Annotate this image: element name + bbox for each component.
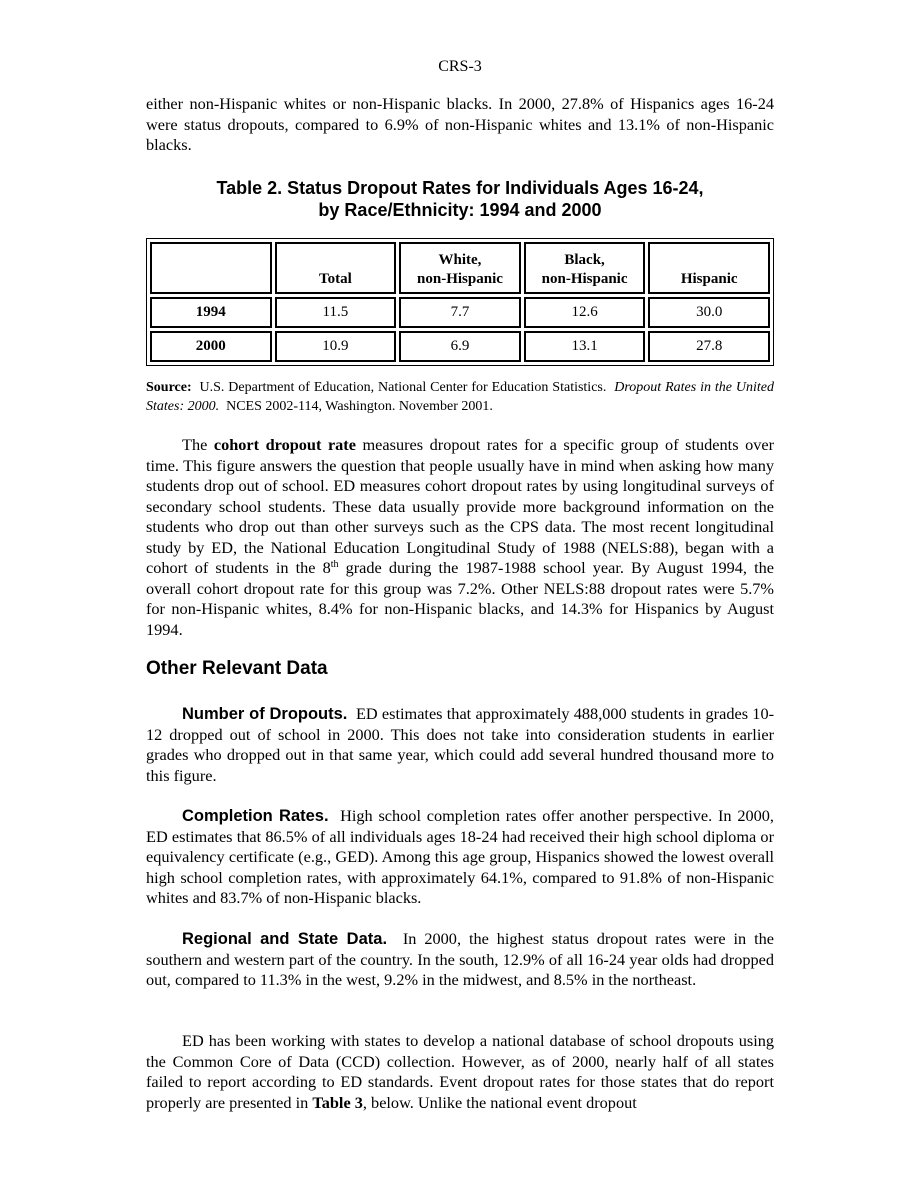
regional-paragraph-block (146, 929, 774, 991)
completion-label: Completion Rates. (182, 807, 329, 825)
table-3-reference: Table 3 (312, 1092, 363, 1112)
ordinal-suffix: th (330, 559, 339, 570)
ccd-paragraph: ED has been working with states to develop a national database of school dropouts using the Common Core of Data (CCD) collection. However, as of 2000, nearly half of all states failed to report according to ED standards. Event dropout rates for those states that do report properly are presented in Table 3, below. Unlike the national event dropout (146, 1031, 774, 1112)
dropouts-label: Number of Dropouts. (182, 705, 348, 723)
source-title: Dropout Rates in the United States: 2000. (146, 380, 775, 414)
white-cell: 6.9 (399, 331, 521, 362)
table-header-row (150, 242, 770, 294)
table-source-note (146, 378, 774, 416)
source-label: Source: (146, 380, 192, 395)
section-heading: Other Relevant Data (146, 658, 328, 679)
white-cell: 7.7 (399, 297, 521, 328)
completion-paragraph-block (146, 806, 774, 909)
table-title-line-2: by Race/Ethnicity: 1994 and 2000 (318, 200, 602, 220)
black-cell: 12.6 (524, 297, 646, 328)
row-year-cell: 1994 (150, 297, 272, 328)
hispanic-cell: 27.8 (648, 331, 770, 362)
cohort-paragraph: The cohort dropout rate measures dropout rates for a specific group of students over time. This figure answers the question that people usually have in mind when asking how many students drop out of school. ED measures cohort dropout rates by using longitudinal surveys of secondary school students. These data usually provide more background information on the students who drop out than other surveys such as the CPS data. The most recent longitudinal study by ED, the National Education Longitudinal Study of 1988 (NELS:88), began with a cohort of students in the 8th grade during the 1987-1988 school year. By August 1994, the overall cohort dropout rate for this group was 7.2%. Other NELS:88 dropout rates were 5.7% for non-Hispanic whites, 8.4% for non-Hispanic blacks, and 14.3% for Hispanics by August 1994. (146, 435, 774, 639)
table-title-line-1: Table 2. Status Dropout Rates for Individuals Ages 16-24, (216, 178, 704, 198)
completion-paragraph: Completion Rates. High school completion rates offer another perspective. In 2000, ED estimates that 86.5% of all individuals ages 18-24 had received their high school diploma or equivalency certificate (e.g., GED). Among this age group, Hispanics showed the lowest overall high school completion rates, with approximately 64.1%, compared to 91.8% of non-Hispanic whites and 83.7% of non-Hispanic blacks. (146, 806, 774, 907)
source-text-1: U.S. Department of Education, National Center for Education Statistics. (199, 380, 607, 395)
table-row (150, 297, 770, 328)
source-text-2: NCES 2002-114, Washington. November 2001. (226, 399, 493, 414)
header-cell-blank (150, 242, 272, 294)
hispanic-cell: 30.0 (648, 297, 770, 328)
cohort-term: cohort dropout rate (213, 435, 356, 454)
table-row (150, 331, 770, 362)
ccd-paragraph-block (146, 1031, 774, 1113)
total-cell: 10.9 (275, 331, 397, 362)
table-title (146, 177, 774, 221)
intro-paragraph-block (146, 94, 774, 156)
header-cell-white: White, non-Hispanic (399, 242, 521, 294)
regional-label: Regional and State Data. (182, 930, 388, 948)
intro-paragraph: either non-Hispanic whites or non-Hispanic blacks. In 2000, 27.8% of Hispanics ages 16-24 were status dropouts, compared to 6.9% of non-Hispanic whites and 13.1% of non-Hispanic blacks. (146, 94, 774, 154)
page-number: CRS-3 (438, 58, 482, 75)
header-cell-black: Black, non-Hispanic (524, 242, 646, 294)
black-cell: 13.1 (524, 331, 646, 362)
row-year-cell: 2000 (150, 331, 272, 362)
regional-paragraph: Regional and State Data. In 2000, the highest status dropout rates were in the southern and western part of the country. In the south, 12.9% of all 16-24 year olds had dropped out, compared to 11.3% in the west, 9.2% in the midwest, and 8.5% in the northeast. (146, 929, 774, 989)
cohort-paragraph-block (146, 435, 774, 640)
table-wrapper (146, 238, 774, 366)
total-cell: 11.5 (275, 297, 397, 328)
header-cell-total: Total (275, 242, 397, 294)
dropouts-paragraph-block (146, 704, 774, 786)
dropout-rates-table (146, 238, 774, 366)
header-cell-hispanic: Hispanic (648, 242, 770, 294)
dropouts-paragraph: Number of Dropouts. ED estimates that approximately 488,000 students in grades 10-12 dropped out of school in 2000. This does not take into consideration students in earlier grades who dropped out in that same year, which could add several hundred thousand more to this figure. (146, 704, 775, 785)
